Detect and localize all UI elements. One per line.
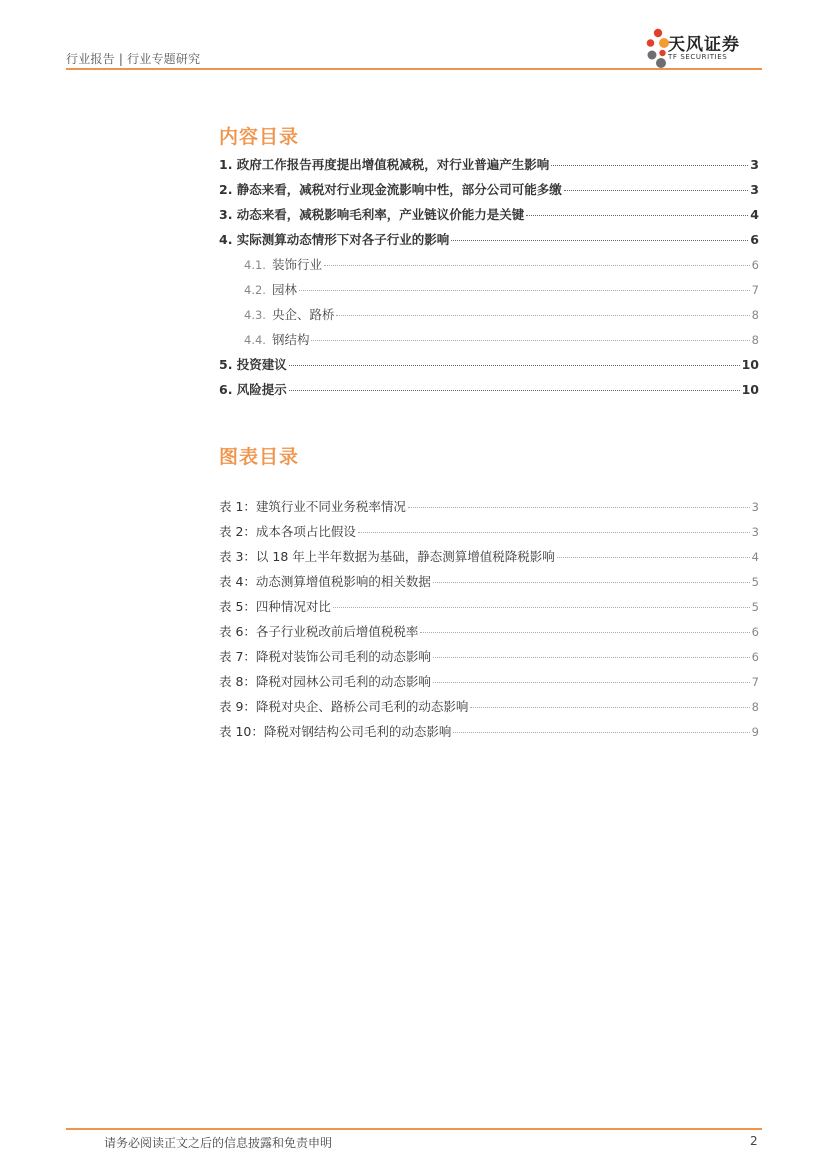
header-divider — [66, 68, 762, 70]
toc-subitem-number: 4.3. — [244, 308, 266, 322]
page-number: 2 — [750, 1134, 758, 1148]
figure-item[interactable] — [219, 697, 759, 715]
leader-dots — [557, 557, 750, 558]
figure-item-label: 表 10：降税对钢结构公司毛利的动态影响 — [219, 724, 452, 739]
toc-item[interactable] — [219, 205, 759, 223]
toc-subitem[interactable] — [244, 255, 759, 273]
figure-item[interactable] — [219, 722, 759, 740]
leader-dots — [526, 215, 748, 216]
logo-subtitle: TF SECURITIES — [668, 53, 728, 61]
header-breadcrumb: 行业报告 | 行业专题研究 — [66, 52, 201, 66]
toc-item-page: 10 — [741, 382, 759, 397]
leader-dots — [433, 657, 750, 658]
toc-subitem[interactable] — [244, 305, 759, 323]
leader-dots — [358, 532, 750, 533]
figure-item-page: 9 — [751, 725, 759, 739]
figure-item-label: 表 2：成本各项占比假设 — [219, 524, 356, 539]
figure-item-page: 3 — [751, 500, 759, 514]
leader-dots — [451, 240, 748, 241]
toc-item-page: 3 — [750, 182, 759, 197]
toc-item-label: 2. 静态来看，减税对行业现金流影响中性，部分公司可能多缴 — [219, 182, 562, 197]
toc-subitem-number: 4.1. — [244, 258, 266, 272]
toc-subitem-page: 8 — [751, 333, 759, 347]
figure-item-page: 3 — [751, 525, 759, 539]
toc-subitem-label: 装饰行业 — [271, 257, 322, 272]
figure-item-page: 6 — [751, 625, 759, 639]
leader-dots — [333, 607, 750, 608]
leader-dots — [453, 732, 749, 733]
leader-dots — [551, 165, 748, 166]
toc-item-page: 4 — [750, 207, 759, 222]
figure-item-label: 表 4：动态测算增值税影响的相关数据 — [219, 574, 431, 589]
leader-dots — [289, 390, 740, 391]
leader-dots — [289, 365, 740, 366]
figure-item[interactable] — [219, 622, 759, 640]
leader-dots — [420, 632, 749, 633]
figure-item-page: 5 — [751, 575, 759, 589]
leader-dots — [564, 190, 748, 191]
toc-item-label: 1. 政府工作报告再度提出增值税减税，对行业普遍产生影响 — [219, 157, 550, 172]
figure-item-label: 表 3：以 18 年上半年数据为基础，静态测算增值税降税影响 — [219, 549, 555, 564]
figure-item-page: 5 — [751, 600, 759, 614]
figure-item-label: 表 7：降税对装饰公司毛利的动态影响 — [219, 649, 431, 664]
leader-dots — [433, 682, 750, 683]
figure-item[interactable] — [219, 522, 759, 540]
toc-item-label: 6. 风险提示 — [219, 382, 287, 397]
toc-item-page: 3 — [750, 157, 759, 172]
toc-item[interactable] — [219, 355, 759, 373]
toc-subitem-label: 园林 — [271, 282, 297, 297]
figure-item-label: 表 9：降税对央企、路桥公司毛利的动态影响 — [219, 699, 469, 714]
figure-item-page: 7 — [751, 675, 759, 689]
figure-item-page: 8 — [751, 700, 759, 714]
toc-item[interactable] — [219, 155, 759, 173]
toc-item-label: 5. 投资建议 — [219, 357, 287, 372]
figure-item-label: 表 1：建筑行业不同业务税率情况 — [219, 499, 406, 514]
toc-item[interactable] — [219, 230, 759, 248]
footer-disclaimer: 请务必阅读正文之后的信息披露和免责申明 — [104, 1136, 333, 1150]
toc-subitem-page: 8 — [751, 308, 759, 322]
toc-subitem-number: 4.2. — [244, 283, 266, 297]
figure-item[interactable] — [219, 497, 759, 515]
toc-title: 内容目录 — [219, 126, 300, 148]
figure-item[interactable] — [219, 547, 759, 565]
figure-item-page: 4 — [751, 550, 759, 564]
logo-name: 天风证券 — [668, 35, 740, 55]
leader-dots — [299, 290, 750, 291]
toc-subitem-number: 4.4. — [244, 333, 266, 347]
figure-item-label: 表 8：降税对园林公司毛利的动态影响 — [219, 674, 431, 689]
toc-subitem-label: 钢结构 — [271, 332, 310, 347]
toc-item-page: 10 — [741, 357, 759, 372]
figure-item[interactable] — [219, 572, 759, 590]
toc-subitem-page: 7 — [751, 283, 759, 297]
figure-item[interactable] — [219, 597, 759, 615]
leader-dots — [324, 265, 750, 266]
leader-dots — [336, 315, 749, 316]
toc-item[interactable] — [219, 380, 759, 398]
figure-item[interactable] — [219, 672, 759, 690]
toc-subitem[interactable] — [244, 330, 759, 348]
toc-item-label: 3. 动态来看，减税影响毛利率，产业链议价能力是关键 — [219, 207, 525, 222]
toc-subitem-page: 6 — [751, 258, 759, 272]
toc-item-page: 6 — [750, 232, 759, 247]
leader-dots — [433, 582, 750, 583]
leader-dots — [470, 707, 749, 708]
figure-item[interactable] — [219, 647, 759, 665]
toc-item[interactable] — [219, 180, 759, 198]
toc-subitem[interactable] — [244, 280, 759, 298]
toc-subitem-label: 央企、路桥 — [271, 307, 335, 322]
figures-title: 图表目录 — [219, 446, 300, 468]
figure-item-label: 表 5：四种情况对比 — [219, 599, 331, 614]
footer-divider — [66, 1128, 762, 1130]
leader-dots — [408, 507, 750, 508]
leader-dots — [311, 340, 749, 341]
figure-item-label: 表 6：各子行业税改前后增值税税率 — [219, 624, 419, 639]
figure-item-page: 6 — [751, 650, 759, 664]
toc-item-label: 4. 实际测算动态情形下对各子行业的影响 — [219, 232, 450, 247]
